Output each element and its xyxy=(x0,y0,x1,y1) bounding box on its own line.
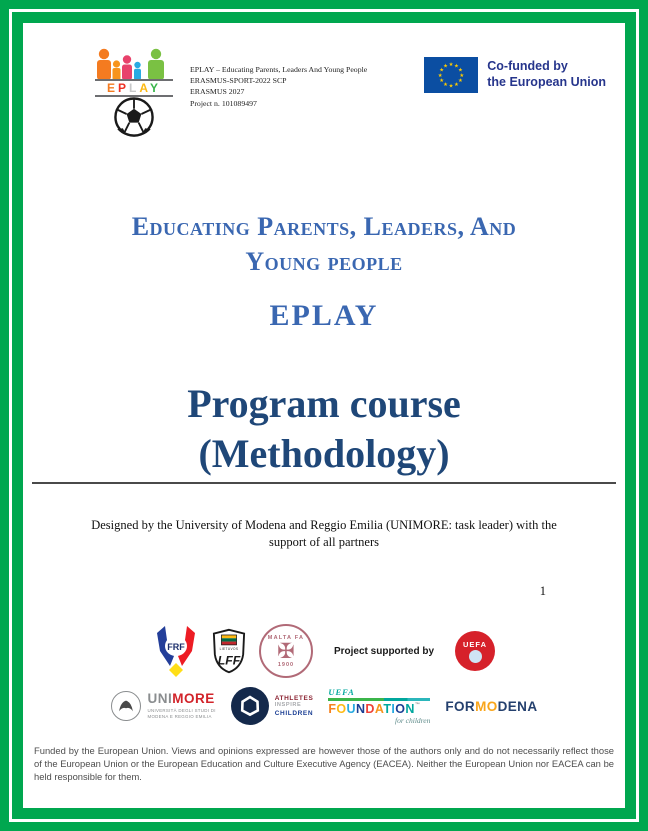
frf-logo xyxy=(153,625,199,677)
title-divider xyxy=(32,482,616,484)
eplay-logo xyxy=(92,47,176,139)
svg-text:★: ★ xyxy=(443,63,449,70)
funding-disclaimer: Funded by the European Union. Views and opinions expressed are however those of the authors only and do not necessarily reflect those of the European Union or the European Education and Culture Executive Agency (EACEA). Neither the European Union nor EACEA can be held responsible for them. xyxy=(34,745,614,782)
uefa-foundation-tagline: for children xyxy=(395,715,431,725)
aic-line: CHILDREN xyxy=(274,709,314,717)
project-info-line: ERASMUS-SPORT-2022 SCP xyxy=(190,76,287,86)
unimore-wordmark: UNIMORE xyxy=(147,691,215,707)
eplay-wordmark: EPLAY xyxy=(95,79,173,97)
formodena-logo: FORMODENA xyxy=(445,698,538,714)
eu-cofunded-text: Co-funded by the European Union xyxy=(487,59,606,89)
malta-fa-year: 1900 xyxy=(277,661,295,668)
svg-text:★: ★ xyxy=(448,62,454,68)
eu-flag-icon xyxy=(424,57,478,93)
svg-text:★: ★ xyxy=(439,67,445,74)
svg-text:★: ★ xyxy=(438,72,443,79)
lff-label: LFF xyxy=(217,653,241,668)
eplay-family-figures-icon xyxy=(94,47,174,81)
unimore-subtitle: UNIVERSITÀ DEGLI STUDI DI MODENA E REGGIO EMILIA xyxy=(147,708,216,719)
page-number: 1 xyxy=(539,584,546,598)
document-title: Program course (Methodology) xyxy=(187,381,461,476)
project-info-line: ERASMUS 2027 xyxy=(190,87,245,97)
eu-cofunded-badge xyxy=(424,57,606,93)
aic-wordmark xyxy=(275,695,314,718)
svg-text:★: ★ xyxy=(454,82,460,89)
partner-logos-row-top xyxy=(32,623,616,679)
svg-text:★: ★ xyxy=(448,83,454,90)
project-info xyxy=(190,64,367,109)
uefa-foundation-logo xyxy=(328,687,430,725)
trademark-symbol: ™ xyxy=(414,701,421,708)
aic-line: INSPIRE xyxy=(274,702,302,709)
svg-text:★: ★ xyxy=(459,72,465,79)
maltese-cross-icon: ✠ xyxy=(277,639,295,663)
project-supported-by-label: Project supported by xyxy=(333,645,434,657)
byline: Designed by the University of Modena and Reggio Emilia (UNIMORE: task leader) with the support of all partners xyxy=(91,518,557,549)
project-info-line: EPLAY – Educating Parents, Leaders And Young People xyxy=(190,65,368,74)
uefa-foundation-wordmark: FOUNDATION™ xyxy=(328,701,421,716)
svg-text:★: ★ xyxy=(443,82,449,89)
unimore-logo xyxy=(111,691,216,721)
uefa-label: UEFA xyxy=(462,639,487,649)
uefa-foundation-brand: UEFA xyxy=(328,687,355,698)
lff-country-label: LIETUVOS xyxy=(219,646,239,651)
svg-text:★: ★ xyxy=(454,63,460,70)
uefa-foundation-colorbar xyxy=(328,698,430,701)
lff-logo xyxy=(212,628,246,675)
svg-text:★: ★ xyxy=(458,78,464,85)
partner-logos-row-bottom xyxy=(32,681,616,731)
project-acronym: EPLAY xyxy=(269,299,379,332)
soccer-ball-icon xyxy=(108,97,160,139)
athletes-inspire-children-logo xyxy=(231,687,314,725)
uefa-logo xyxy=(455,631,495,671)
malta-fa-logo xyxy=(259,624,313,678)
document-subtitle: Educating Parents, Leaders, And Young people xyxy=(131,212,517,276)
page-content xyxy=(32,32,616,799)
aic-knot-icon xyxy=(231,687,269,725)
project-info-line: Project n. 101089497 xyxy=(190,98,257,108)
svg-text:★: ★ xyxy=(458,67,464,74)
frf-label: FRF xyxy=(167,642,185,652)
malta-fa-name: MALTA FA xyxy=(267,634,305,641)
uefa-globe-icon xyxy=(469,650,482,663)
unimore-seal-icon xyxy=(111,691,141,721)
svg-text:★: ★ xyxy=(439,78,445,85)
title-block xyxy=(32,209,616,479)
header xyxy=(92,47,606,139)
aic-line: ATHLETES xyxy=(274,694,314,702)
